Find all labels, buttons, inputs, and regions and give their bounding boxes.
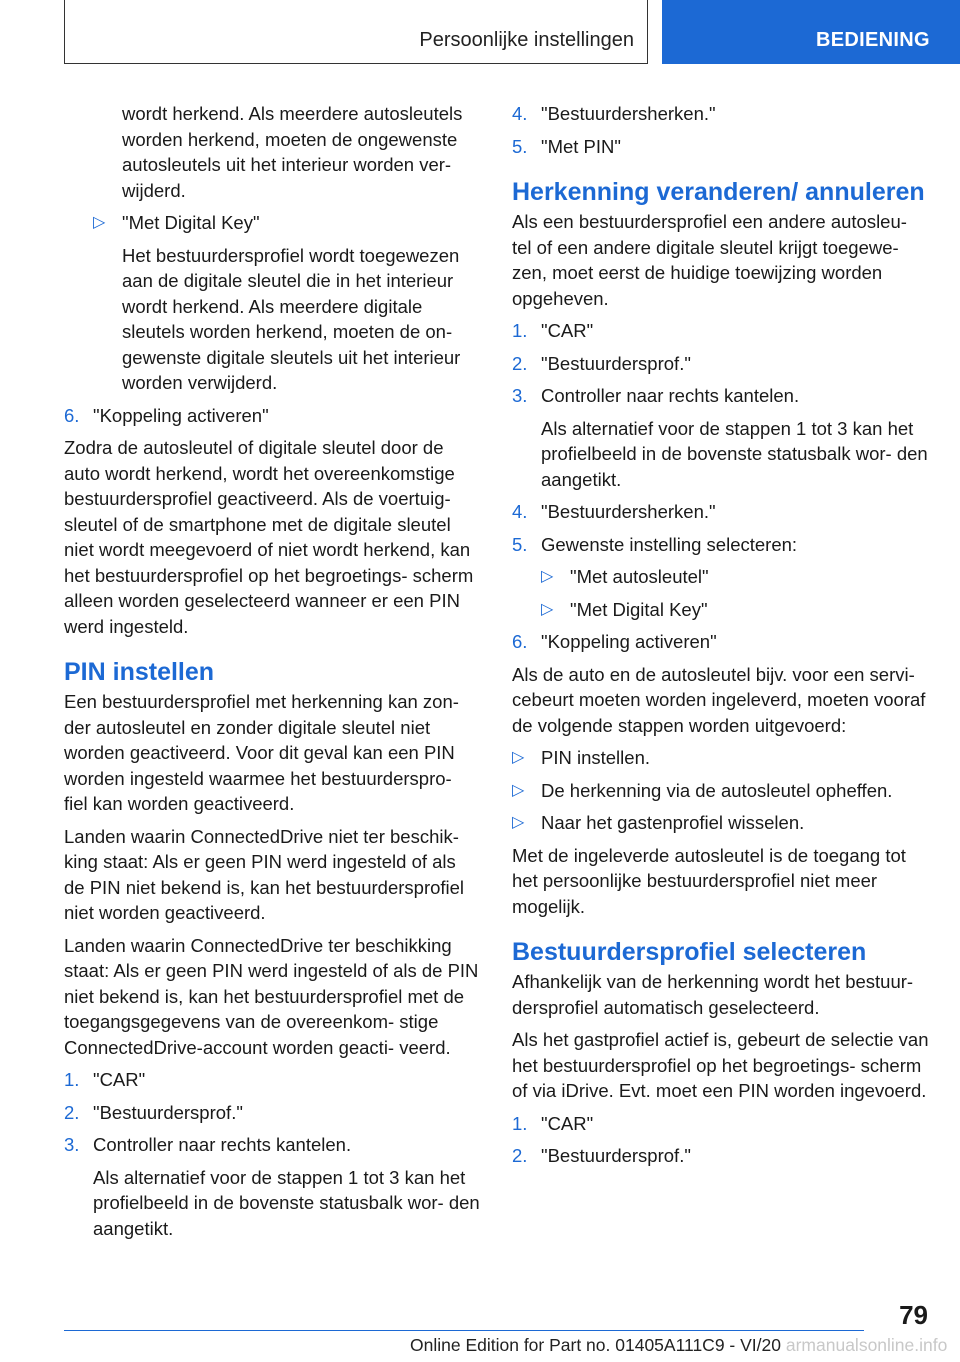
list-item: 1. "CAR" — [512, 1112, 594, 1134]
digital-key-paragraph: Het bestuurdersprofiel wordt toegewezen aan de digitale sleutel die in het interieur wordt herkend. Als meerdere digitale sleutels worden herkend, moeten de on- gewenste digitale sleutels uit het interieur worden verwijderd. — [122, 244, 461, 393]
list-item: 5. "Met PIN" — [512, 135, 621, 157]
list-item: 4. "Bestuurdersherken." — [512, 501, 716, 522]
triangle-bullet-icon: ▷ — [512, 781, 525, 799]
triangle-bullet-icon: ▷ — [541, 600, 554, 618]
list-item: ▷ "Met autosleutel" — [512, 564, 930, 590]
body-paragraph: Landen waarin ConnectedDrive ter beschikking staat: Als er geen PIN werd ingesteld of als de PIN niet bekend is, kan het bestuurdersprofiel met de toegangsgegevens van de overeenkom- stige ConnectedDrive-account worden geacti- veerd. — [64, 934, 479, 1058]
section-heading: Bestuurdersprofiel selecteren — [512, 938, 867, 966]
triangle-bullet-icon: ▷ — [512, 749, 525, 766]
continued-paragraph: wordt herkend. Als meerdere autosleutels worden herkend, moeten de ongewenste autosleutels uit het interieur worden ver- wijderd. — [122, 103, 463, 201]
list-item: 6. "Koppeling activeren" — [512, 631, 717, 652]
page-number: 79 — [899, 1300, 928, 1330]
list-item: ▷ "Met Digital Key" — [512, 597, 930, 623]
body-paragraph: Afhankelijk van de herkenning wordt het bestuur- dersprofiel automatisch geselecteerd. — [512, 971, 914, 1018]
triangle-bullet-icon: ▷ — [93, 214, 106, 231]
step-note: Als alternatief voor de stappen 1 tot 3 kan het profielbeeld in de bovenste statusbalk wor- den aangetikt. — [541, 417, 928, 490]
footer-edition — [410, 1335, 947, 1356]
chapter-tab: BEDIENING — [662, 0, 960, 64]
body-paragraph: Als de auto en de autosleutel bijv. voor een servi- cebeurt moeten worden ingeleverd, moeten vooraf de volgende stappen worden uitgevoerd: — [512, 663, 926, 736]
left-column — [64, 101, 480, 1248]
list-item: 6. "Koppeling activeren" — [64, 404, 269, 426]
list-item: 3. Controller naar rechts kantelen. — [64, 1134, 352, 1155]
list-item: 3. Controller naar rechts kantelen. — [512, 385, 800, 406]
body-paragraph: Zodra de autosleutel of digitale sleutel door de auto wordt herkend, wordt het overeenkomstige bestuurdersprofiel geactiveerd. Als de voertuig- sleutel of de smartphone met de digitale sleutel niet wordt meegevoerd of niet wordt herkend, kan het bestuurdersprofiel op het begroetings- scherm alleen worden geselecteerd wanneer er een PIN werd ingesteld. — [64, 437, 474, 637]
body-paragraph: Als het gastprofiel actief is, gebeurt de selectie van het bestuurdersprofiel op het begroetings- scherm of via iDrive. Evt. moet een PIN worden ingevoerd. — [512, 1029, 929, 1101]
watermark-text: armanualsonline.info — [785, 1335, 948, 1355]
list-item: ▷ Naar het gastenprofiel wisselen. — [512, 810, 930, 836]
section-heading: Herkenning veranderen/ annuleren — [512, 178, 925, 206]
body-paragraph: Als een bestuurdersprofiel een andere autosleu- tel of een andere digitale sleutel krijgt toegewe- zen, moet eerst de huidige toewijzing worden opgeheven. — [512, 211, 907, 309]
list-item: 2. "Bestuurdersprof." — [512, 1145, 691, 1166]
right-column — [512, 101, 930, 1176]
list-item: 2. "Bestuurdersprof." — [64, 1101, 243, 1123]
list-item: 1. "CAR" — [64, 1069, 146, 1090]
list-item: 4. "Bestuurdersherken." — [512, 103, 716, 124]
list-item: ▷ "Met Digital Key" — [64, 210, 480, 236]
triangle-bullet-icon: ▷ — [541, 568, 554, 585]
step-note: Als alternatief voor de stappen 1 tot 3 kan het profielbeeld in de bovenste statusbalk wor- den aangetikt. — [93, 1166, 480, 1239]
section-title: Persoonlijke instellingen — [419, 29, 634, 51]
edition-text: Online Edition for Part no. 01405A111C9 - VI/20 — [410, 1335, 781, 1355]
footer-divider — [64, 1330, 864, 1331]
list-item: 2. "Bestuurdersprof." — [512, 352, 691, 374]
triangle-bullet-icon: ▷ — [512, 814, 525, 831]
body-paragraph: Met de ingeleverde autosleutel is de toegang tot het persoonlijke bestuurdersprofiel niet meer mogelijk. — [512, 844, 906, 917]
body-paragraph: Landen waarin ConnectedDrive niet ter beschik- king staat: Als er geen PIN werd ingesteld of als de PIN niet bekend is, kan het bestuurdersprofiel niet worden geactiveerd. — [64, 825, 465, 923]
list-item: 1. "CAR" — [512, 320, 594, 341]
list-item: 5. Gewenste instelling selecteren: — [512, 533, 798, 555]
section-heading: PIN instellen — [64, 658, 215, 686]
list-item: ▷ PIN instellen. — [512, 745, 930, 771]
list-item: ▷ De herkenning via de autosleutel opheffen. — [512, 778, 930, 804]
body-paragraph: Een bestuurdersprofiel met herkenning kan zon- der autosleutel en zonder digitale sleutel niet worden geactiveerd. Voor dit geval kan een PIN worden ingesteld waarmee het bestuurderspro- fiel kan worden geactiveerd. — [64, 691, 459, 814]
